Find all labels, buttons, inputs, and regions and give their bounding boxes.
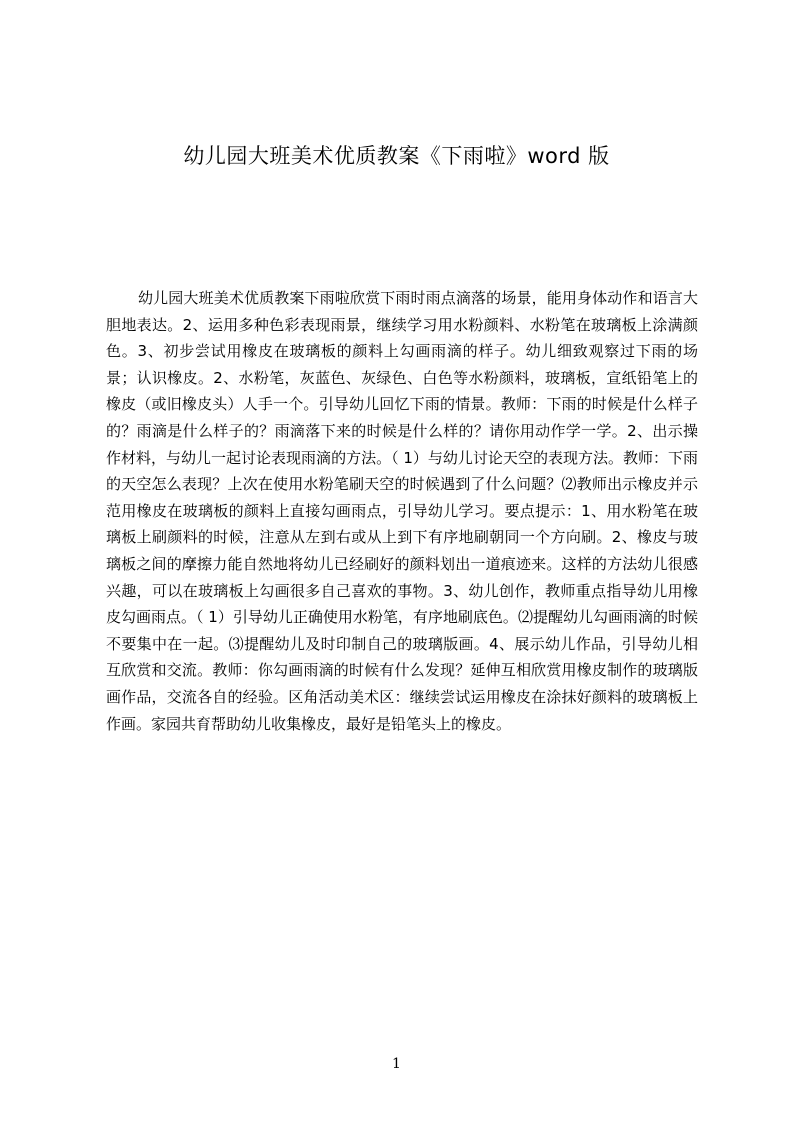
page-number: 1 bbox=[392, 1056, 401, 1072]
document-title: 幼儿园大班美术优质教案《下雨啦》word 版 bbox=[183, 144, 610, 168]
body-paragraph: 幼儿园大班美术优质教案下雨啦欣赏下雨时雨点滴落的场景，能用身体动作和语言大胆地表达。2、运用多种色彩表现雨景，继续学习用水粉颜料、水粉笔在玻璃板上涂满颜色。3、初步尝试用橡皮在玻璃板的颜料上勾画雨滴的样子。幼儿细致观察过下雨的场景；认识橡皮。2、水粉笔，灰蓝色、灰绿色、白色等水粉颜料，玻璃板，宣纸铅笔上的橡皮（或旧橡皮头）人手一个。引导幼儿回忆下雨的情景。教师：下雨的时候是什么样子的？雨滴是什么样子的？雨滴落下来的时候是什么样的？请你用动作学一学。2、出示操作材料，与幼儿一起讨论表现雨滴的方法。（ 1）与幼儿讨论天空的表现方法。教师：下雨的天空怎么表现？上次在使用水粉笔刷天空的时候遇到了什么问题？⑵教师出示橡皮并示范用橡皮在玻璃板的颜料上直接勾画雨点，引导幼儿学习。要点提示：1、用水粉笔在玻璃板上刷颜料的时候，注意从左到右或从上到下有序地刷朝同一个方向刷。2、橡皮与玻璃板之间的摩擦力能自然地将幼儿已经刷好的颜料划出一道痕迹来。这样的方法幼儿很感兴趣，可以在玻璃板上勾画很多自己喜欢的事物。3、幼儿创作，教师重点指导幼儿用橡皮勾画雨点。（ 1）引导幼儿正确使用水粉笔，有序地刷底色。⑵提醒幼儿勾画雨滴的时候不要集中在一起。⑶提醒幼儿及时印制自己的玻璃版画。4、展示幼儿作品，引导幼儿相互欣赏和交流。教师：你勾画雨滴的时候有什么发现？延伸互相欣赏用橡皮制作的玻璃版画作品，交流各自的经验。区角活动美术区：继续尝试运用橡皮在涂抹好颜料的玻璃板上作画。家园共育帮助幼儿收集橡皮，最好是铅笔头上的橡皮。 bbox=[106, 289, 698, 733]
